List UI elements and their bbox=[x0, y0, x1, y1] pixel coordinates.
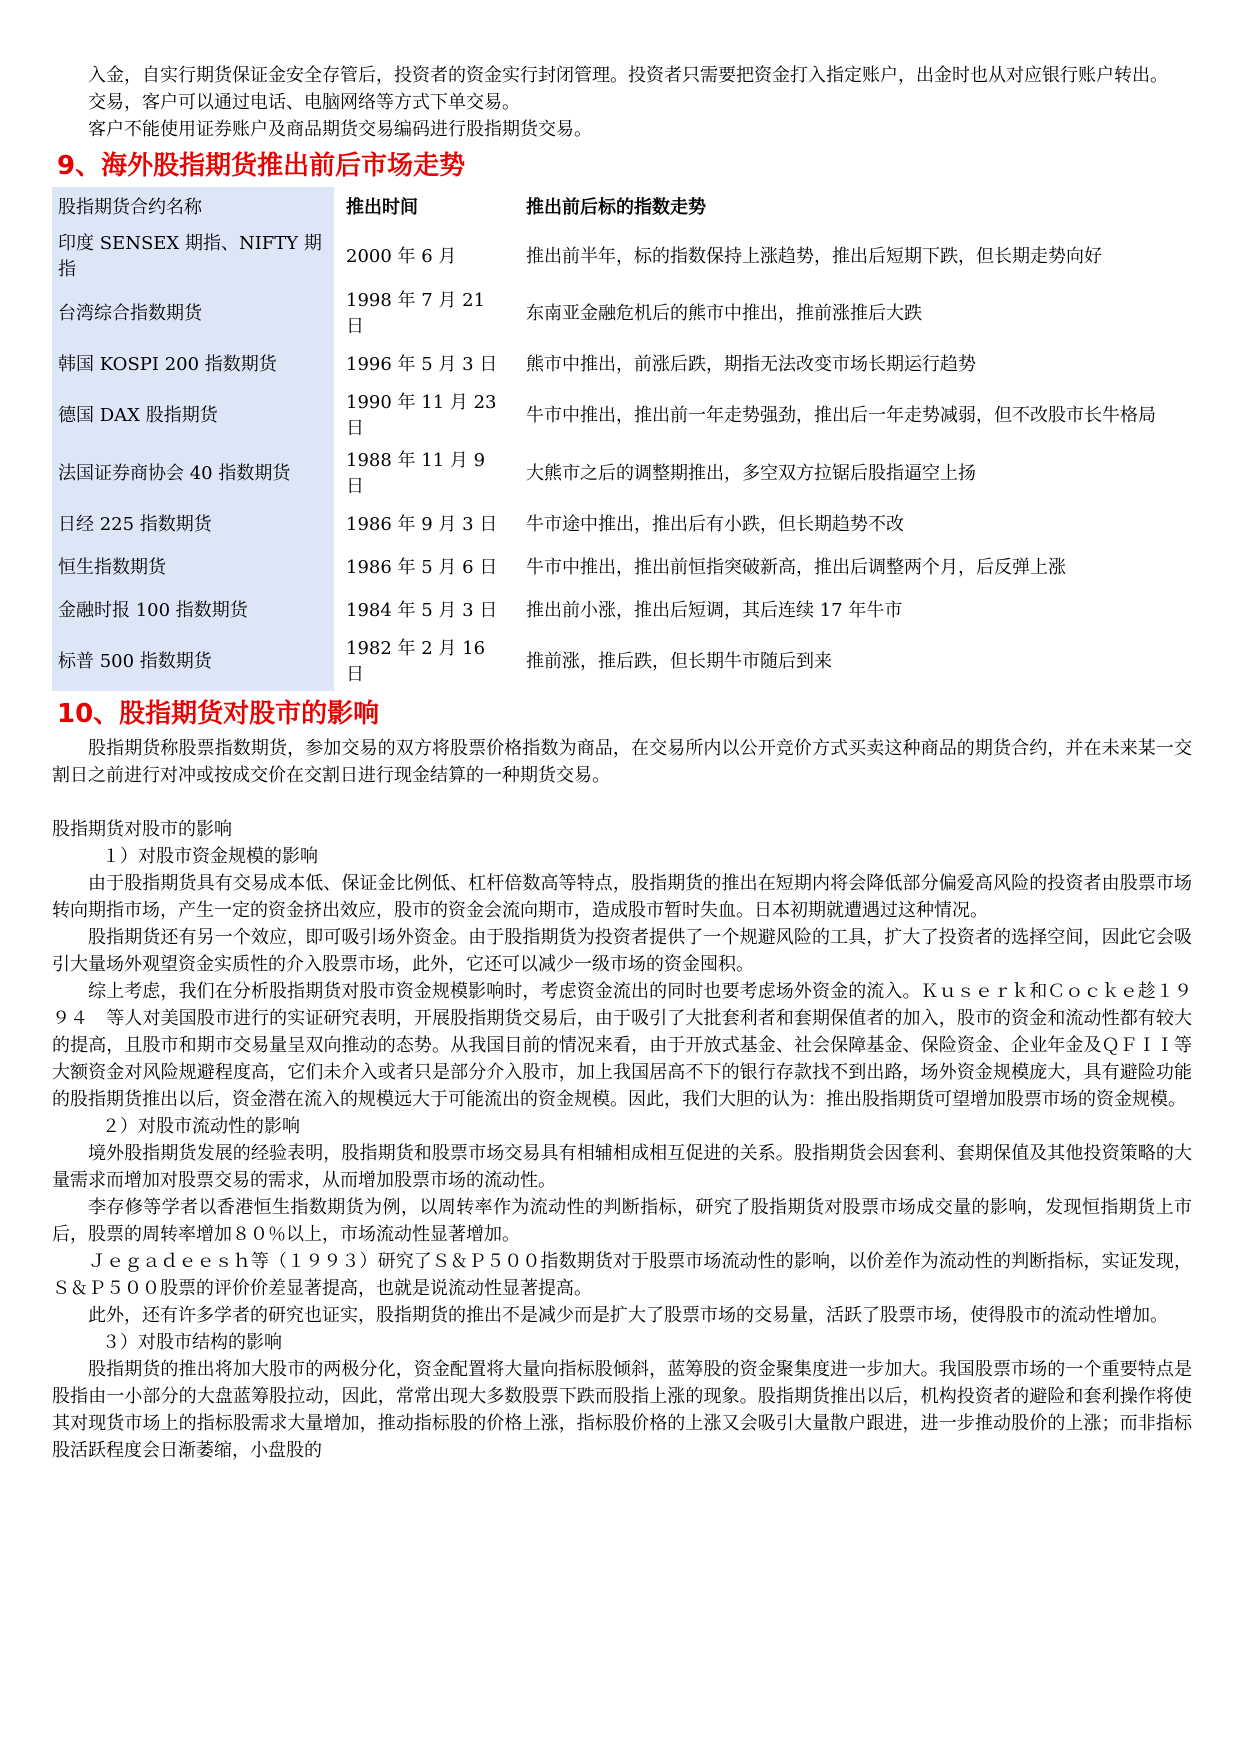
body-paragraph: 股指期货的推出将加大股市的两极分化，资金配置将大量向指标股倾斜，蓝筹股的资金聚集度进一步加大。我国股票市场的一个重要特点是股指由一小部分的大盘蓝筹股拉动，因此，常常出现大多数股票下跌而股指上涨的现象。股指期货推出以后，机构投资者的避险和套利操作将使其对现货市场上的指标股需求大量增加，推动指标股的价格上涨，指标股价格的上涨又会吸引大量散户跟进，进一步推动股价的上涨；而非指标股活跃程度会日渐萎缩，小盘股的 bbox=[52, 1359, 1192, 1461]
trend-cell: 大熊市之后的调整期推出，多空双方拉锯后股指逼空上扬 bbox=[526, 463, 976, 484]
body-paragraph: 境外股指期货发展的经验表明，股指期货和股票市场交易具有相辅相成相互促进的关系。股指期货会因套利、套期保值及其他投资策略的大量需求而增加对股票交易的需求，从而增加股票市场的流动性。 bbox=[52, 1143, 1192, 1191]
contract-name-cell: 印度 SENSEX 期指、NIFTY 期指 bbox=[52, 229, 334, 285]
section-10-heading: 10、股指期货对股市的影响 bbox=[57, 699, 380, 729]
section-10-subtitle: 股指期货对股市的影响 bbox=[52, 819, 232, 840]
launch-date-cell: 1984 年 5 月 3 日 bbox=[346, 600, 498, 621]
contract-name-cell: 台湾综合指数期货 bbox=[52, 285, 334, 343]
trend-cell: 熊市中推出，前涨后跌，期指无法改变市场长期运行趋势 bbox=[526, 354, 976, 375]
header-launch-date: 推出时间 bbox=[346, 197, 418, 218]
trend-cell: 牛市中推出，推出前一年走势强劲，推出后一年走势减弱，但不改股市长牛格局 bbox=[526, 405, 1156, 426]
document-page bbox=[52, 62, 1192, 1464]
definition-paragraph: 股指期货称股票指数期货，参加交易的双方将股票价格指数为商品，在交易所内以公开竞价方式买卖这种商品的期货合约，并在未来某一交割日之前进行对冲或按成交价在交割日进行现金结算的一种期货交易。 bbox=[52, 738, 1192, 786]
header-contract-name: 股指期货合约名称 bbox=[52, 187, 334, 229]
blank-line bbox=[52, 789, 1192, 816]
contract-name-cell: 德国 DAX 股指期货 bbox=[52, 387, 334, 445]
trend-cell: 牛市中推出，推出前恒指突破新高，推出后调整两个月，后反弹上涨 bbox=[526, 557, 1066, 578]
body-paragraph: 股指期货还有另一个效应，即可吸引场外资金。由于股指期货为投资者提供了一个规避风险的工具，扩大了投资者的选择空间，因此它会吸引大量场外观望资金实质性的介入股票市场，此外，它还可以减少一级市场的资金囤积。 bbox=[52, 927, 1192, 975]
contract-name-cell: 标普 500 指数期货 bbox=[52, 633, 334, 691]
table-row bbox=[52, 285, 1192, 343]
table-row bbox=[52, 387, 1192, 445]
sub-heading-capital: １）对股市资金规模的影响 bbox=[102, 846, 318, 867]
sub-heading-liquidity: ２）对股市流动性的影响 bbox=[102, 1116, 300, 1137]
section-9-heading: 9、海外股指期货推出前后市场走势 bbox=[57, 151, 466, 181]
table-row bbox=[52, 589, 1192, 633]
body-paragraph: 李存修等学者以香港恒生指数期货为例，以周转率作为流动性的判断指标，研究了股指期货对股票市场成交量的影响，发现恒指期货上市后，股票的周转率增加８０％以上，市场流动性显著增加。 bbox=[52, 1197, 1192, 1245]
header-index-trend: 推出前后标的指数走势 bbox=[526, 197, 706, 218]
body-paragraph: 综上考虑，我们在分析股指期货对股市资金规模影响时，考虑资金流出的同时也要考虑场外资金的流入。Ｋｕｓｅｒｋ和Ｃｏｃｋｅ趁１９９４ 等人对美国股市进行的实证研究表明，开展股指期货交易后，由于吸引了大批套利者和套期保值者的加入，股市的资金和流动性都有较大的提高，且股市和期市交易量呈双向推动的态势。从我国目前的情况来看，由于开放式基金、社会保障基金、保险资金、企业年金及ＱＦＩＩ等大额资金对风险规避程度高，它们未介入或者只是部分介入股市，加上我国居高不下的银行存款找不到出路，场外资金规模庞大，具有避险功能的股指期货推出以后，资金潜在流入的规模远大于可能流出的资金规模。因此，我们大胆的认为：推出股指期货可望增加股票市场的资金规模。 bbox=[52, 981, 1192, 1110]
trend-cell: 东南亚金融危机后的熊市中推出，推前涨推后大跌 bbox=[526, 303, 922, 324]
intro-paragraph-3: 客户不能使用证券账户及商品期货交易编码进行股指期货交易。 bbox=[88, 119, 592, 140]
contract-name-cell: 日经 225 指数期货 bbox=[52, 503, 334, 547]
table-row bbox=[52, 229, 1192, 285]
launch-date-cell: 1998 年 7 月 21 日 bbox=[346, 290, 486, 337]
body-paragraph: 由于股指期货具有交易成本低、保证金比例低、杠杆倍数高等特点，股指期货的推出在短期内将会降低部分偏爱高风险的投资者由股票市场转向期指市场，产生一定的资金挤出效应，股市的资金会流向期市，造成股市暂时失血。日本初期就遭遇过这种情况。 bbox=[52, 873, 1192, 921]
intro-paragraph-1: 入金，自实行期货保证金安全存管后，投资者的资金实行封闭管理。投资者只需要把资金打入指定账户，出金时也从对应银行账户转出。 bbox=[88, 65, 1168, 86]
contract-name-cell: 韩国 KOSPI 200 指数期货 bbox=[52, 343, 334, 387]
launch-date-cell: 1986 年 9 月 3 日 bbox=[346, 514, 498, 535]
launch-date-cell: 1986 年 5 月 6 日 bbox=[346, 557, 498, 578]
trend-cell: 推前涨，推后跌，但长期牛市随后到来 bbox=[526, 651, 832, 672]
trend-cell: 推出前小涨，推出后短调，其后连续 17 年牛市 bbox=[526, 600, 903, 621]
sub-heading-structure: ３）对股市结构的影响 bbox=[102, 1332, 282, 1353]
launch-date-cell: 2000 年 6 月 bbox=[346, 246, 457, 267]
launch-date-cell: 1996 年 5 月 3 日 bbox=[346, 354, 498, 375]
table-header-row bbox=[52, 187, 1192, 229]
body-paragraph: 此外，还有许多学者的研究也证实，股指期货的推出不是减少而是扩大了股票市场的交易量，活跃了股票市场，使得股市的流动性增加。 bbox=[88, 1305, 1168, 1326]
trend-cell: 牛市途中推出，推出后有小跌，但长期趋势不改 bbox=[526, 514, 904, 535]
launch-date-cell: 1990 年 11 月 23 日 bbox=[346, 392, 497, 439]
intro-paragraph-2: 交易，客户可以通过电话、电脑网络等方式下单交易。 bbox=[88, 92, 520, 113]
trend-cell: 推出前半年，标的指数保持上涨趋势，推出后短期下跌，但长期走势向好 bbox=[526, 246, 1102, 267]
table-row bbox=[52, 445, 1192, 503]
table-row bbox=[52, 503, 1192, 547]
table-row bbox=[52, 547, 1192, 589]
futures-launch-table bbox=[52, 187, 1192, 691]
contract-name-cell: 恒生指数期货 bbox=[52, 547, 334, 589]
body-paragraph: Ｊｅｇａｄｅｅｓｈ等（１９９３）研究了Ｓ＆Ｐ５００指数期货对于股票市场流动性的影响，以价差作为流动性的判断指标，实证发现，Ｓ＆Ｐ５００股票的评价价差显著提高，也就是说流动性显著提高。 bbox=[52, 1251, 1192, 1299]
contract-name-cell: 法国证券商协会 40 指数期货 bbox=[52, 445, 334, 503]
contract-name-cell: 金融时报 100 指数期货 bbox=[52, 589, 334, 633]
launch-date-cell: 1988 年 11 月 9 日 bbox=[346, 450, 486, 497]
launch-date-cell: 1982 年 2 月 16 日 bbox=[346, 638, 486, 685]
table-row bbox=[52, 633, 1192, 691]
table-row bbox=[52, 343, 1192, 387]
